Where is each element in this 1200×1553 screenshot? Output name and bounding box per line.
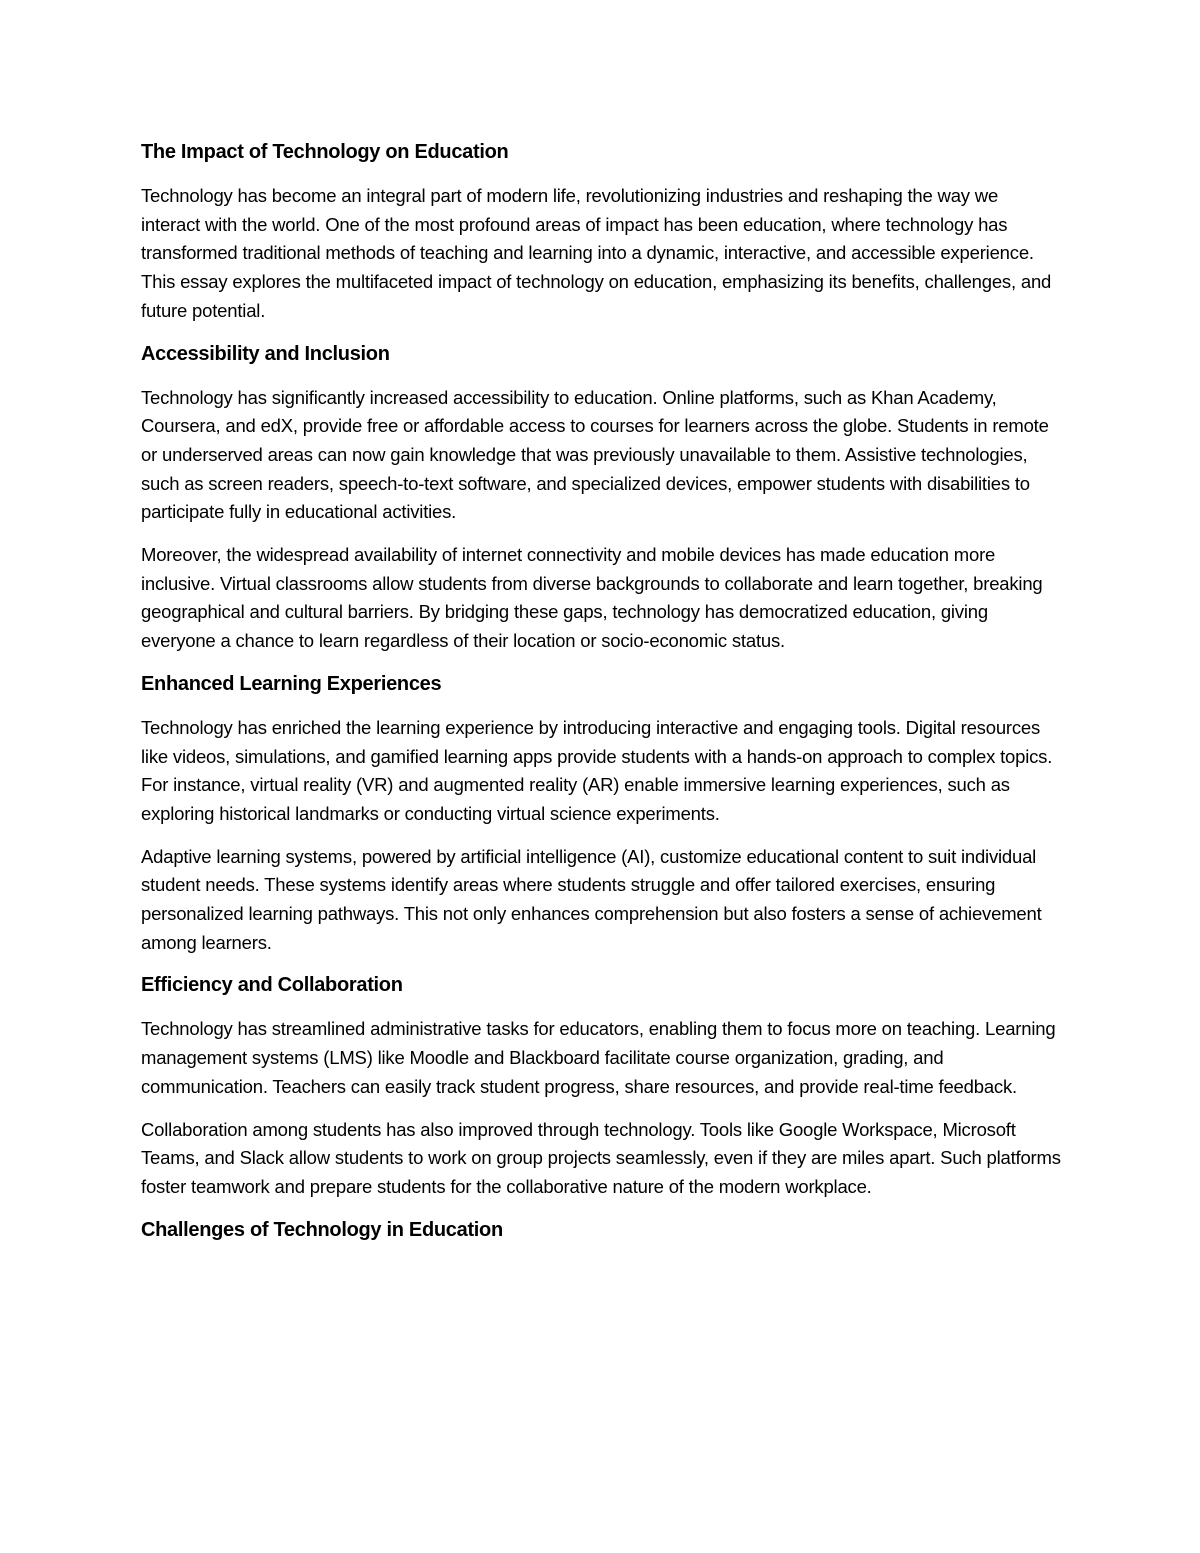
section-paragraph: Technology has significantly increased accessibility to education. Online platforms, such as Khan Academy, Coursera, and edX, provide free or affordable access to courses for learners across the globe. Students in remote or underserved areas can now gain knowledge that was previously unavailable to them. Assistive technologies, such as screen readers, speech-to-text software, and specialized devices, empower students with disabilities to participate fully in educational activities. <box>141 386 1049 523</box>
section-paragraph: Technology has enriched the learning experience by introducing interactive and engaging tools. Digital resources like videos, simulations, and gamified learning apps provide students with a hands-on approach to complex topics. For instance, virtual reality (VR) and augmented reality (AR) enable immersive learning experiences, such as exploring historical landmarks or conducting virtual science experiments. <box>141 716 1053 824</box>
section-heading-challenges: Challenges of Technology in Education <box>141 1218 503 1241</box>
section-heading-accessibility: Accessibility and Inclusion <box>141 342 390 365</box>
section-paragraph: Collaboration among students has also improved through technology. Tools like Google Workspace, Microsoft Teams, and Slack allow students to work on group projects seamlessly, even if they are miles apart. Such platforms foster teamwork and prepare students for the collaborative nature of the modern workplace. <box>141 1118 1061 1197</box>
section-heading-efficiency: Efficiency and Collaboration <box>141 974 403 997</box>
section-heading-enhanced-learning: Enhanced Learning Experiences <box>141 672 442 695</box>
section-paragraph: Adaptive learning systems, powered by artificial intelligence (AI), customize educational content to suit individual student needs. These systems identify areas where students struggle and offer tailored exercises, ensuring personalized learning pathways. This not only enhances comprehension but also fosters a sense of achievement among learners. <box>141 845 1042 953</box>
document-title: The Impact of Technology on Education <box>141 141 509 163</box>
document-page <box>141 138 1061 1260</box>
section-paragraph: Moreover, the widespread availability of internet connectivity and mobile devices has made education more inclusive. Virtual classrooms allow students from diverse backgrounds to collaborate and learn together, breaking geographical and cultural barriers. By bridging these gaps, technology has democratized education, giving everyone a chance to learn regardless of their location or socio-economic status. <box>141 544 1043 652</box>
section-paragraph: Technology has streamlined administrative tasks for educators, enabling them to focus more on teaching. Learning management systems (LMS) like Moodle and Blackboard facilitate course organization, grading, and communication. Teachers can easily track student progress, share resources, and provide real-time feedback. <box>141 1018 1056 1097</box>
intro-paragraph: Technology has become an integral part of modern life, revolutionizing industries and reshaping the way we interact with the world. One of the most profound areas of impact has been education, where technology has transformed traditional methods of teaching and learning into a dynamic, interactive, and accessible experience. This essay explores the multifaceted impact of technology on education, emphasizing its benefits, challenges, and future potential. <box>141 185 1052 321</box>
